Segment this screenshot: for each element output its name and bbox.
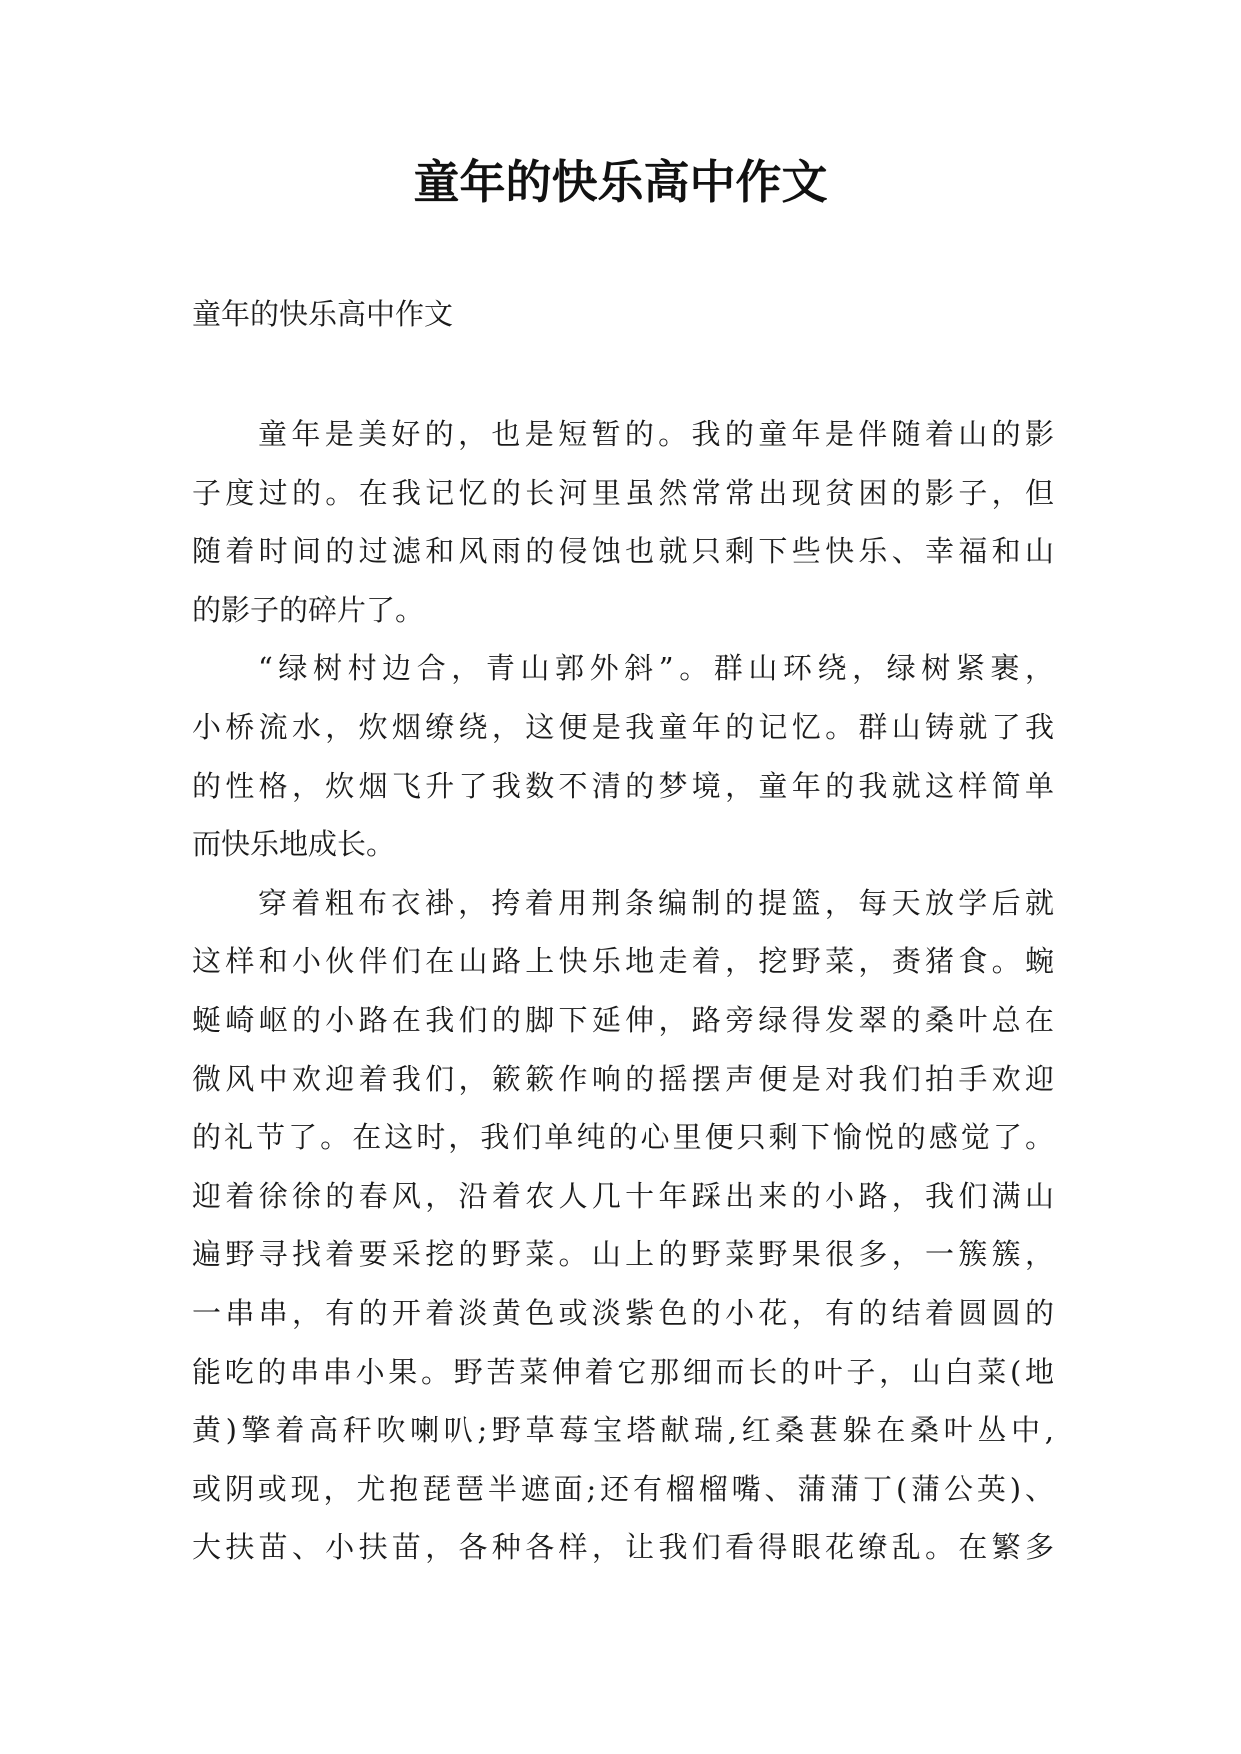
- paragraph-3: [192, 874, 1054, 1577]
- paragraph-line: 遍野寻找着要采挖的野菜。山上的野菜野果很多，一簇簇，: [192, 1237, 1054, 1272]
- paragraph-2: [192, 639, 1054, 873]
- paragraph-line: 迎着徐徐的春风，沿着农人几十年踩出来的小路，我们满山: [192, 1178, 1054, 1213]
- paragraph-line: “绿树村边合，青山郭外斜”。群山环绕，绿树紧裹，: [258, 651, 1054, 686]
- paragraph-line: 黄)擎着高秆吹喇叭;野草莓宝塔献瑞,红桑葚躲在桑叶丛中,: [192, 1413, 1054, 1448]
- paragraph-line: 童年是美好的，也是短暂的。我的童年是伴随着山的影: [258, 417, 1054, 451]
- paragraph-line: 的性格，炊烟飞升了我数不清的梦境，童年的我就这样简单: [192, 768, 1054, 803]
- paragraph-line: 的影子的碎片了。: [192, 592, 425, 627]
- paragraph-line: 小桥流水，炊烟缭绕，这便是我童年的记忆。群山铸就了我: [192, 709, 1054, 744]
- document-body: [192, 285, 1054, 1577]
- paragraph-line: 微风中欢迎着我们，簌簌作响的摇摆声便是对我们拍手欢迎: [192, 1061, 1054, 1096]
- document-title: 童年的快乐高中作文: [413, 155, 828, 209]
- paragraph-line: 或阴或现，尤抱琵琶半遮面;还有榴榴嘴、蒲蒲丁(蒲公英)、: [192, 1471, 1054, 1506]
- spacer: [192, 343, 1054, 405]
- paragraph-line: 随着时间的过滤和风雨的侵蚀也就只剩下些快乐、幸福和山: [192, 534, 1054, 569]
- paragraph-line: 这样和小伙伴们在山路上快乐地走着，挖野菜，赉猪食。蜿: [192, 944, 1054, 979]
- document-subtitle: 童年的快乐高中作文: [192, 297, 454, 331]
- paragraph-line: 蜒崎岖的小路在我们的脚下延伸，路旁绿得发翠的桑叶总在: [192, 1002, 1054, 1037]
- paragraph-line: 而快乐地成长。: [192, 827, 396, 862]
- paragraph-line: 子度过的。在我记忆的长河里虽然常常出现贫困的影子，但: [192, 475, 1054, 510]
- paragraph-line: 穿着粗布衣褂，挎着用荆条编制的提篮，每天放学后就: [258, 885, 1054, 920]
- paragraph-line: 大扶苗、小扶苗，各种各样，让我们看得眼花缭乱。在繁多: [192, 1530, 1054, 1565]
- paragraph-1: [192, 405, 1054, 639]
- paragraph-line: 一串串，有的开着淡黄色或淡紫色的小花，有的结着圆圆的: [192, 1295, 1054, 1330]
- paragraph-line: 能吃的串串小果。野苦菜伸着它那细而长的叶子，山白菜(地: [192, 1354, 1054, 1389]
- paragraph-line: 的礼节了。在这时，我们单纯的心里便只剩下愉悦的感觉了。: [192, 1120, 1054, 1155]
